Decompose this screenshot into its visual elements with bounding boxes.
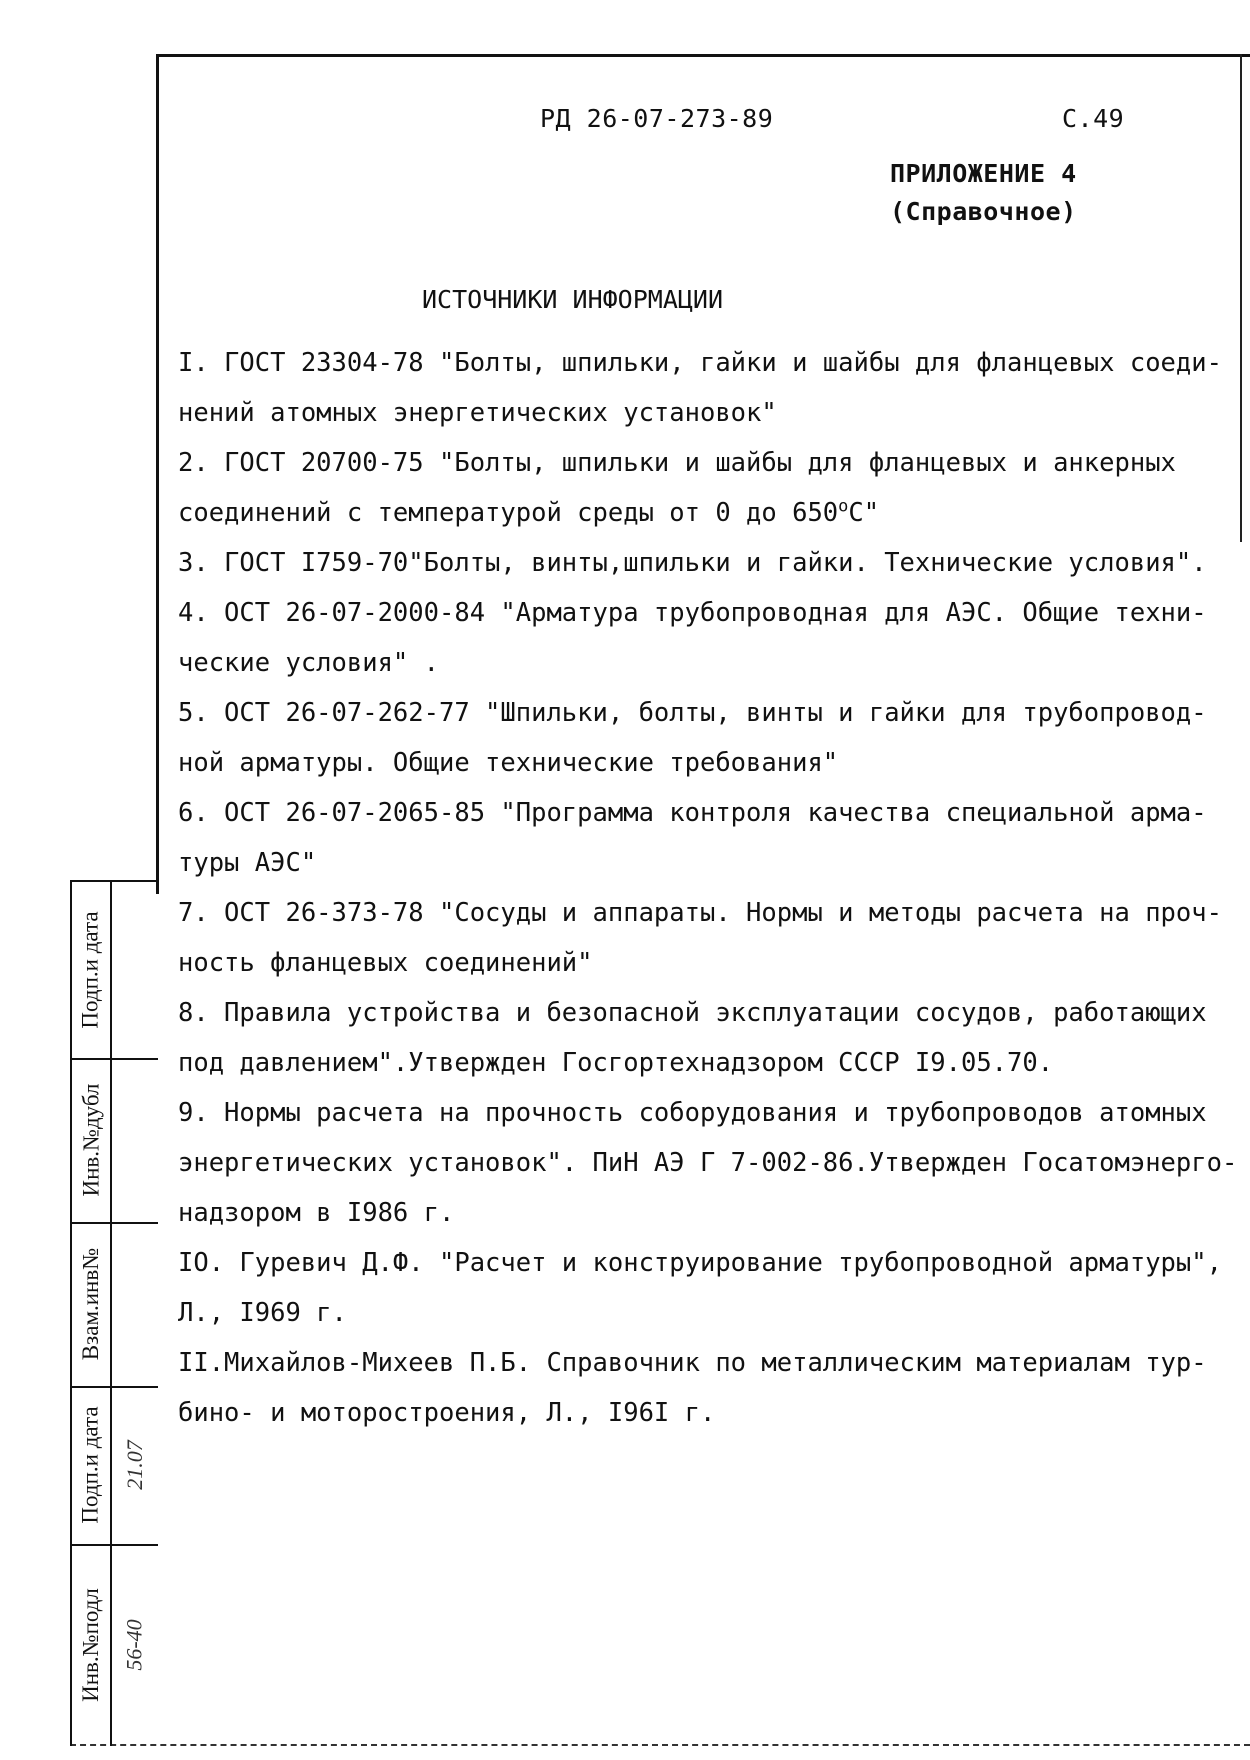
stamp-field-text: Инв.№дубл xyxy=(78,1083,104,1197)
reference-item xyxy=(178,1238,1240,1338)
stamp-field-value xyxy=(112,1058,158,1222)
reference-item xyxy=(178,1338,1240,1438)
reference-text-tail: С" xyxy=(848,498,880,528)
reference-item xyxy=(178,438,1240,538)
stamp-field-text: Инв.№подл xyxy=(78,1588,103,1702)
reference-text: 3. ГОСТ I759-70"Болты, винты,шпильки и гайки. Технические условия". xyxy=(178,548,1207,578)
reference-item xyxy=(178,588,1240,688)
reference-text: 4. ОСТ 26-07-2000-84 "Арматура трубопроводная для АЭС. Общие техни- xyxy=(178,598,1207,628)
handwritten-entry: 21.07 xyxy=(122,1440,147,1490)
reference-line xyxy=(178,588,1240,638)
reference-text: ность фланцевых соединений" xyxy=(178,948,593,978)
stamp-field-value xyxy=(112,1386,158,1544)
reference-text: нений атомных энергетических установок" xyxy=(178,398,777,428)
references-list xyxy=(178,338,1240,1438)
reference-text: I. ГОСТ 23304-78 "Болты, шпильки, гайки и шайбы для фланцевых соеди- xyxy=(178,348,1222,378)
reference-line xyxy=(178,1288,1240,1338)
reference-line xyxy=(178,1088,1240,1138)
reference-line xyxy=(178,388,1240,438)
reference-line xyxy=(178,888,1240,938)
stamp-field-label xyxy=(72,882,110,1058)
reference-text: IO. Гуревич Д.Ф. "Расчет и конструирование трубопроводной арматуры", xyxy=(178,1248,1222,1278)
reference-line xyxy=(178,438,1240,488)
reference-item xyxy=(178,788,1240,888)
reference-text: ческие условия" . xyxy=(178,648,439,678)
stamp-field-label xyxy=(72,1386,110,1544)
reference-text: Л., I969 г. xyxy=(178,1298,347,1328)
reference-text: 5. ОСТ 26-07-262-77 "Шпильки, болты, винты и гайки для трубопровод- xyxy=(178,698,1207,728)
reference-text: 7. ОСТ 26-373-78 "Сосуды и аппараты. Нормы и методы расчета на проч- xyxy=(178,898,1222,928)
reference-item xyxy=(178,338,1240,438)
page-number: С.49 xyxy=(1062,104,1125,133)
reference-line xyxy=(178,1338,1240,1388)
stamp-field-label xyxy=(72,1222,110,1386)
reference-line xyxy=(178,1138,1240,1188)
frame-right-border xyxy=(1240,54,1242,542)
stamp-field-text: Подп.и дата xyxy=(78,911,103,1029)
reference-line xyxy=(178,638,1240,688)
stamp-field-value xyxy=(112,882,158,1058)
reference-line xyxy=(178,788,1240,838)
reference-text: под давлением".Утвержден Госгортехнадзором СССР I9.05.70. xyxy=(178,1048,1054,1078)
reference-line xyxy=(178,1238,1240,1288)
frame-left-border xyxy=(156,54,159,894)
reference-text: 6. ОСТ 26-07-2065-85 "Программа контроля качества специальной арма- xyxy=(178,798,1207,828)
reference-text: энергетических установок". ПиН АЭ Г 7-002-86.Утвержден Госатомэнерго- xyxy=(178,1148,1238,1178)
handwritten-entry: 56-40 xyxy=(122,1619,148,1671)
reference-text: II.Михайлов-Михеев П.Б. Справочник по металлическим материалам тур- xyxy=(178,1348,1207,1378)
reference-line xyxy=(178,538,1240,588)
reference-line xyxy=(178,488,1240,538)
reference-line xyxy=(178,338,1240,388)
margin-stamp xyxy=(70,880,158,1746)
reference-item xyxy=(178,888,1240,988)
reference-text: бино- и моторостроения, Л., I96I г. xyxy=(178,1398,716,1428)
appendix-type: (Справочное) xyxy=(890,197,1077,226)
reference-line xyxy=(178,1388,1240,1438)
reference-text: 9. Нормы расчета на прочность соборудования и трубопроводов атомных xyxy=(178,1098,1207,1128)
reference-text: соединений с температурой среды от 0 до 650 xyxy=(178,498,839,528)
reference-line xyxy=(178,838,1240,888)
stamp-field-text: Взам.инв№ xyxy=(78,1247,103,1361)
stamp-field-value xyxy=(112,1222,158,1386)
stamp-field-label xyxy=(72,1058,110,1222)
reference-text: 8. Правила устройства и безопасной эксплуатации сосудов, работающих xyxy=(178,998,1207,1028)
reference-line xyxy=(178,738,1240,788)
reference-text: 2. ГОСТ 20700-75 "Болты, шпильки и шайбы для фланцевых и анкерных xyxy=(178,448,1176,478)
stamp-field-value xyxy=(112,1544,158,1746)
reference-text: надзором в I986 г. xyxy=(178,1198,455,1228)
reference-item xyxy=(178,1088,1240,1238)
reference-text: туры АЭС" xyxy=(178,848,317,878)
appendix-label: ПРИЛОЖЕНИЕ 4 xyxy=(890,159,1077,188)
frame-top-border xyxy=(157,54,1250,57)
reference-line xyxy=(178,988,1240,1038)
frame-bottom-border xyxy=(70,1744,1250,1746)
document-code: РД 26-07-273-89 xyxy=(540,104,774,133)
stamp-field-text: Подп.и дата xyxy=(78,1406,103,1524)
stamp-field-label xyxy=(72,1544,110,1746)
reference-line xyxy=(178,938,1240,988)
reference-item xyxy=(178,538,1240,588)
degree-superscript: o xyxy=(838,496,849,517)
reference-line xyxy=(178,1188,1240,1238)
reference-line xyxy=(178,1038,1240,1088)
section-title: ИСТОЧНИКИ ИНФОРМАЦИИ xyxy=(422,285,724,314)
reference-item xyxy=(178,688,1240,788)
reference-item xyxy=(178,988,1240,1088)
reference-text: ной арматуры. Общие технические требования" xyxy=(178,748,839,778)
reference-line xyxy=(178,688,1240,738)
